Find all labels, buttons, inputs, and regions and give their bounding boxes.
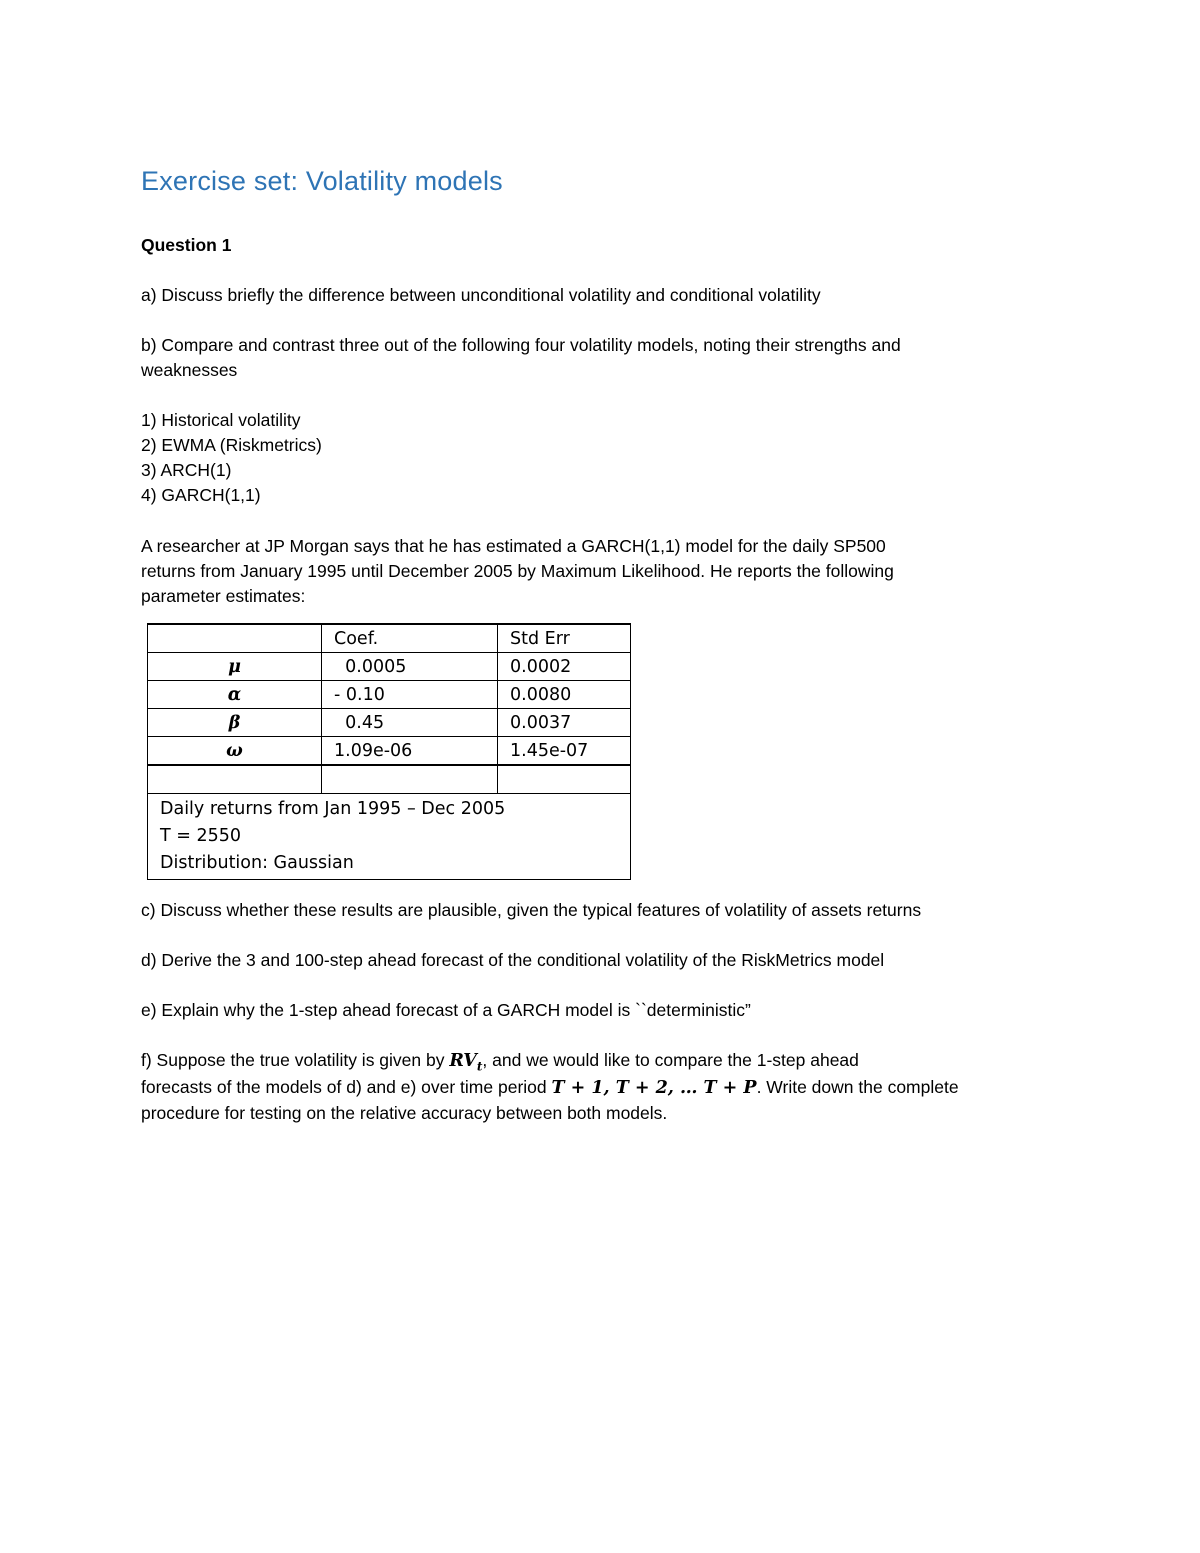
part-f-line3: procedure for testing on the relative accuracy between both models. (141, 1103, 668, 1123)
time-period-math: T + 1, T + 2, … T + P (551, 1078, 757, 1098)
info-line: Daily returns from Jan 1995 – Dec 2005 (160, 799, 506, 819)
page-title: Exercise set: Volatility models (141, 166, 503, 196)
info-line: Distribution: Gaussian (160, 853, 354, 873)
researcher-text-line3: parameter estimates: (141, 586, 306, 606)
coef-cell: 0.0005 (322, 653, 498, 681)
table-row (148, 709, 631, 737)
model-item: 3) ARCH(1) (141, 460, 232, 480)
table-header-cell (148, 624, 322, 653)
model-item: 4) GARCH(1,1) (141, 485, 261, 505)
stderr-cell: 0.0002 (498, 653, 631, 681)
param-symbol: β (148, 709, 322, 737)
part-f-text: f) Suppose the true volatility is given by (141, 1050, 450, 1070)
part-e-text: e) Explain why the 1-step ahead forecast of a GARCH model is ``deterministic” (141, 1000, 751, 1020)
model-item: 1) Historical volatility (141, 410, 301, 430)
question-heading: Question 1 (141, 235, 232, 255)
table-empty-row (148, 765, 631, 794)
part-f-text: . Write down the complete (756, 1077, 959, 1097)
part-b-text-line2: weaknesses (141, 360, 238, 380)
part-b-text-line1: b) Compare and contrast three out of the following four volatility models, noting their strengths and (141, 335, 901, 355)
stderr-cell: 0.0037 (498, 709, 631, 737)
coef-cell: 0.45 (322, 709, 498, 737)
model-item: 2) EWMA (Riskmetrics) (141, 435, 322, 455)
table-row (148, 653, 631, 681)
part-f-line2 (141, 1075, 959, 1101)
table-header-cell: Coef. (322, 624, 498, 653)
coef-cell: 1.09e-06 (322, 737, 498, 766)
param-symbol: ω (148, 737, 322, 766)
table-row (148, 737, 631, 766)
part-d-text: d) Derive the 3 and 100-step ahead forecast of the conditional volatility of the RiskMetrics model (141, 950, 885, 970)
rv-subscript: t (476, 1059, 483, 1074)
part-c-text: c) Discuss whether these results are plausible, given the typical features of volatility of assets returns (141, 900, 922, 920)
param-symbol: α (148, 681, 322, 709)
researcher-text-line2: returns from January 1995 until December 2005 by Maximum Likelihood. He reports the following (141, 561, 894, 581)
part-a-text: a) Discuss briefly the difference between unconditional volatility and conditional volatility (141, 285, 821, 305)
researcher-text-line1: A researcher at JP Morgan says that he has estimated a GARCH(1,1) model for the daily SP500 (141, 536, 886, 556)
stderr-cell: 1.45e-07 (498, 737, 631, 766)
table-row (148, 681, 631, 709)
table-header-row (148, 624, 631, 653)
param-symbol: μ (148, 653, 322, 681)
info-line: T = 2550 (160, 826, 242, 846)
table-info-row (148, 794, 631, 880)
part-f-text: , and we would like to compare the 1-step ahead (482, 1050, 859, 1070)
stderr-cell: 0.0080 (498, 681, 631, 709)
coef-cell: - 0.10 (322, 681, 498, 709)
table-info-cell (148, 794, 631, 880)
rv-symbol: RV (449, 1051, 477, 1071)
parameter-estimates-table (147, 623, 631, 880)
table-header-cell: Std Err (498, 624, 631, 653)
part-f-text: forecasts of the models of d) and e) over time period (141, 1077, 552, 1097)
